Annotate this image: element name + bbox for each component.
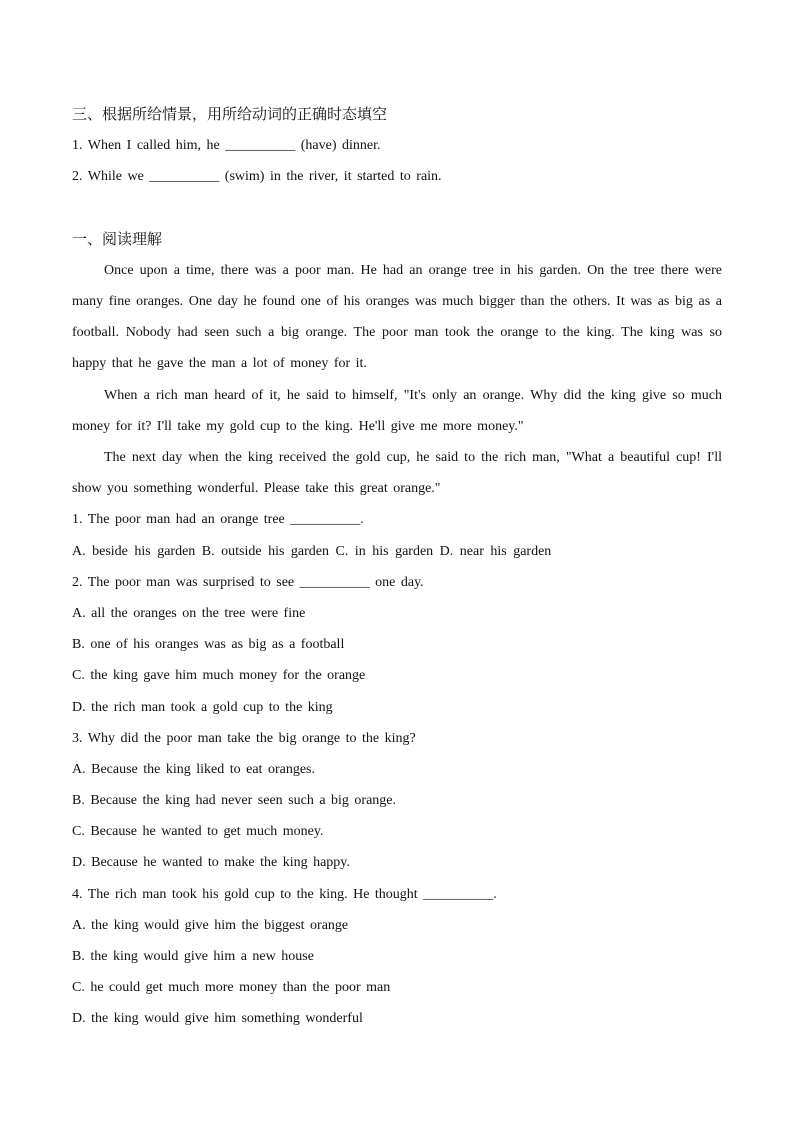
question-4-stem: 4. The rich man took his gold cup to the king. He thought __________. [72,886,497,902]
question-2-option-d: D. the rich man took a gold cup to the king [72,699,333,715]
reading-section-heading: 一、阅读理解 [72,229,163,248]
question-3-stem: 3. Why did the poor man take the big orange to the king? [72,730,416,746]
question-2-option-c: C. the king gave him much money for the orange [72,668,366,684]
question-4-option-b: B. the king would give him a new house [72,949,314,964]
question-3-option-d: D. Because he wanted to make the king happy. [72,855,350,871]
fill-blank-question-1: 1. When I called him, he __________ (have) dinner. [72,138,381,154]
question-1-stem: 1. The poor man had an orange tree __________. [72,512,364,528]
question-3-option-a: A. Because the king liked to eat oranges. [72,761,315,777]
question-4-option-d: D. the king would give him something wonderful [72,1011,363,1027]
worksheet-page [72,99,722,1035]
question-1-options: A. beside his garden B. outside his garden C. in his garden D. near his garden [72,543,552,559]
question-2-stem: 2. The poor man was surprised to see __________ one day. [72,574,424,590]
story-paragraph-2: When a rich man heard of it, he said to himself, "It's only an orange. Why did the king give so much money for it? I'll take my gold cup to the king. He'll give me more money." [72,387,722,434]
section-3-heading: 三、根据所给情景，用所给动词的正确时态填空 [72,105,388,123]
story-paragraph-1: Once upon a time, there was a poor man. He had an orange tree in his garden. On the tree there were many fine oranges. One day he found one of his oranges was much bigger than the others. It was as big as a football. Nobody had seen such a big orange. The poor man took the orange to the king. The king was so happy that he gave the man a lot of money for it. [72,262,722,372]
question-4-option-a: A. the king would give him the biggest orange [72,917,349,933]
question-3-option-c: C. Because he wanted to get much money. [72,824,324,840]
story-paragraph-3: The next day when the king received the gold cup, he said to the rich man, "What a beautiful cup! I'll show you something wonderful. Please take this great orange." [72,449,722,497]
question-2-option-a: A. all the oranges on the tree were fine [72,605,306,621]
question-3-option-b: B. Because the king had never seen such a big orange. [72,793,397,809]
section-spacer [72,193,722,224]
question-2-option-b: B. one of his oranges was as big as a football [72,637,345,653]
fill-blank-question-2: 2. While we __________ (swim) in the river, it started to rain. [72,169,442,185]
question-4-option-c: C. he could get much more money than the poor man [72,980,391,996]
